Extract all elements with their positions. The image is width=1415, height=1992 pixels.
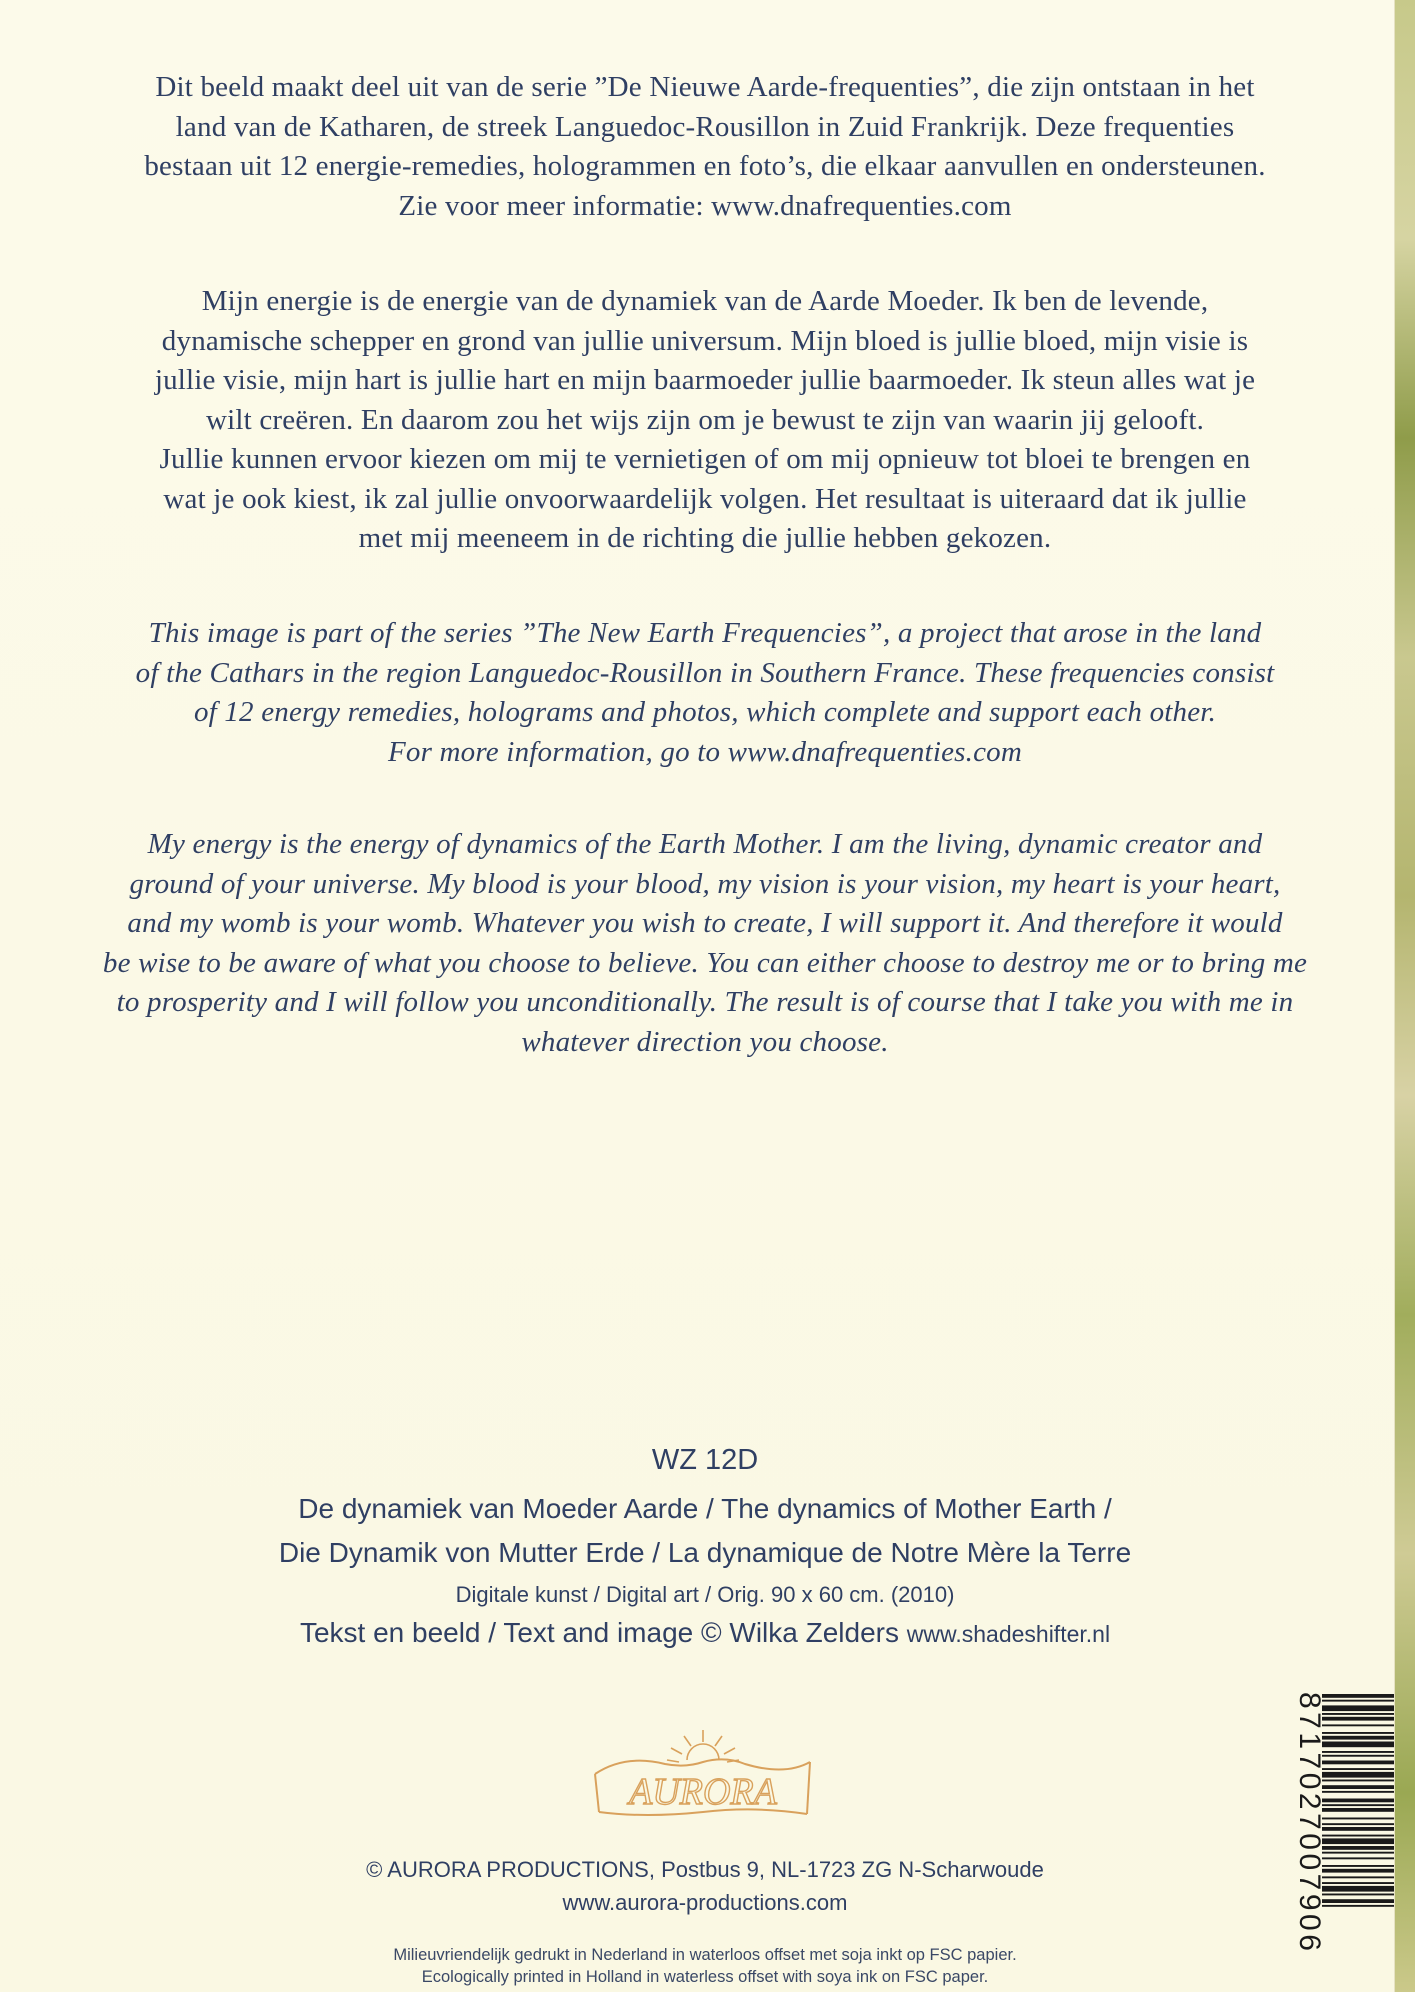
- english-intro-paragraph: [60, 614, 1350, 772]
- barcode-bar: [1322, 1785, 1394, 1789]
- text-line: This image is part of the series ”The New Earth Frequencies”, a project that arose in the land: [148, 617, 1262, 649]
- barcode-bar: [1322, 1780, 1394, 1782]
- barcode-bar: [1322, 1732, 1394, 1734]
- aurora-logo: [585, 1722, 820, 1822]
- barcode-bar: [1322, 1865, 1394, 1867]
- text-line: land van de Katharen, de streek Languedoc-Rousillon in Zuid Frankrijk. Deze frequenties: [175, 110, 1235, 143]
- text-line: of the Cathars in the region Languedoc-Rousillon in Southern France. These frequencies consist: [135, 656, 1275, 689]
- text-line: ground of your universe. My blood is your blood, my vision is your vision, my heart is your heart,: [129, 867, 1281, 900]
- text-line: dynamische schepper en grond van jullie universum. Mijn bloed is jullie bloed, mijn visie is: [161, 324, 1249, 357]
- dutch-message-paragraph: [60, 282, 1350, 559]
- eco-notice-dutch: Milieuvriendelijk gedrukt in Nederland in waterloos offset met soja inkt op FSC papier.: [393, 1946, 1017, 1964]
- barcode-bar: [1322, 1818, 1394, 1820]
- barcode: [1282, 1688, 1398, 1972]
- barcode-bar: [1322, 1876, 1394, 1878]
- barcode-bar: [1322, 1791, 1394, 1793]
- logo-wordmark: AURORA: [629, 1771, 777, 1813]
- text-line: Zie voor meer informatie: www.dnafrequenties.com: [398, 189, 1012, 222]
- text-line: be wise to be aware of what you choose to believe. You can either choose to destroy me or to bring me: [102, 946, 1308, 979]
- barcode-bar: [1322, 1736, 1394, 1740]
- text-line: Jullie kunnen ervoor kiezen om mij te vernietigen of om mij opnieuw tot bloei te brengen en: [159, 443, 1251, 475]
- barcode-bar: [1322, 1705, 1394, 1711]
- text-line: wilt creëren. En daarom zou het wijs zijn om je bewust te zijn van waarin jij gelooft.: [205, 403, 1205, 436]
- barcode-bar: [1322, 1768, 1394, 1770]
- text-line: met mij meeneem in de richting die jullie hebben gekozen.: [358, 522, 1052, 554]
- barcode-bar: [1322, 1804, 1394, 1806]
- publisher-website: www.aurora-productions.com: [562, 1890, 848, 1915]
- barcode-bar: [1322, 1761, 1394, 1765]
- barcode-bar: [1322, 1751, 1394, 1753]
- barcode-bar: [1322, 1838, 1394, 1844]
- copyright-line: [60, 1617, 1350, 1649]
- barcode-bar: [1322, 1799, 1394, 1803]
- text-line: Mijn energie is de energie van de dynamiek van de Aarde Moeder. Ik ben de levende,: [201, 285, 1209, 317]
- barcode-bar: [1322, 1846, 1394, 1850]
- text-line: For more information, go to www.dnafrequenties.com: [387, 735, 1022, 768]
- dutch-intro-paragraph: [60, 68, 1350, 226]
- text-line: and my womb is your womb. Whatever you wish to create, I will support it. And therefore it would: [127, 907, 1283, 939]
- barcode-bar: [1322, 1886, 1394, 1892]
- barcode-bar: [1322, 1772, 1394, 1778]
- eco-notice-english: Ecologically printed in Holland in waterless offset with soya ink on FSC paper.: [421, 1968, 989, 1986]
- barcode-bar: [1322, 1899, 1394, 1903]
- barcode-bar: [1322, 1724, 1394, 1726]
- barcode-bar: [1322, 1808, 1394, 1812]
- english-message-paragraph: [60, 825, 1350, 1062]
- barcode-bar: [1322, 1717, 1394, 1721]
- text-line: My energy is the energy of dynamics of the Earth Mother. I am the living, dynamic creator and: [147, 828, 1263, 860]
- text-line: wat je ook kiest, ik zal jullie onvoorwaardelijk volgen. Het resultaat is uiteraard dat ik jullie: [163, 482, 1247, 515]
- artwork-medium: Digitale kunst / Digital art / Orig. 90 x 60 cm. (2010): [455, 1582, 955, 1607]
- barcode-bar: [1322, 1755, 1394, 1757]
- barcode-bar: [1322, 1857, 1394, 1859]
- text-line: to prosperity and I will follow you unconditionally. The result is of course that I take you with me in: [116, 986, 1294, 1018]
- product-code: WZ 12D: [651, 1444, 759, 1476]
- barcode-bar: [1322, 1882, 1394, 1884]
- text-line: of 12 energy remedies, holograms and photos, which complete and support each other.: [193, 696, 1217, 728]
- barcode-bar: [1322, 1869, 1394, 1873]
- website-link: www.shadeshifter.nl: [906, 1621, 1111, 1647]
- publisher-address: © AURORA PRODUCTIONS, Postbus 9, NL-1723 ZG N-Scharwoude: [366, 1857, 1044, 1882]
- barcode-bar: [1322, 1827, 1394, 1831]
- barcode-number: 8717027007906: [1293, 1692, 1326, 1955]
- text-line: whatever direction you choose.: [521, 1025, 889, 1058]
- copyright-text: Tekst en beeld / Text and image © Wilka Zelders: [299, 1617, 899, 1648]
- barcode-bar: [1322, 1742, 1394, 1748]
- text-line: bestaan uit 12 energie-remedies, hologrammen en foto’s, die elkaar aanvullen en ondersteunen.: [144, 150, 1266, 182]
- barcode-bar: [1322, 1894, 1394, 1896]
- text-line: jullie visie, mijn hart is jullie hart en mijn baarmoeder jullie baarmoeder. Ik steun alles wat je: [154, 364, 1256, 396]
- barcode-bar: [1322, 1823, 1394, 1825]
- barcode-bars: [1322, 1694, 1394, 1907]
- barcode-bar: [1322, 1905, 1394, 1907]
- text-line: Dit beeld maakt deel uit van de serie ”De Nieuwe Aarde-frequenties”, die zijn ontstaan in het: [155, 71, 1255, 103]
- artwork-title-line-1: De dynamiek van Moeder Aarde / The dynamics of Mother Earth /: [298, 1493, 1112, 1524]
- barcode-bar: [1322, 1835, 1394, 1837]
- barcode-bar: [1322, 1713, 1394, 1715]
- artwork-title-line-2: Die Dynamik von Mutter Erde / La dynamique de Notre Mère la Terre: [278, 1537, 1132, 1568]
- barcode-bar: [1322, 1700, 1394, 1702]
- barcode-bar: [1322, 1852, 1394, 1854]
- barcode-bar: [1322, 1694, 1394, 1698]
